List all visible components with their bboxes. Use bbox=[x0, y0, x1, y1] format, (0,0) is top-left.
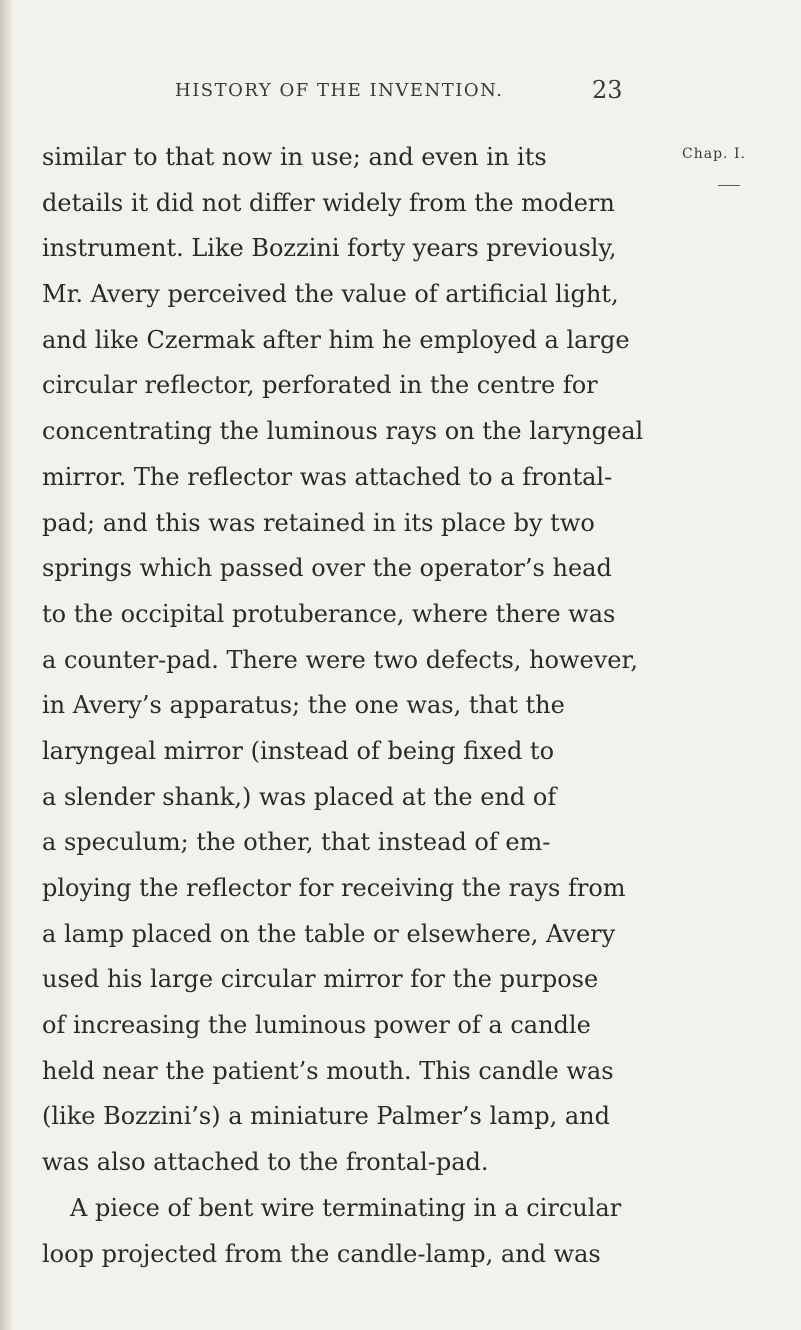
text-line: a slender shank,) was placed at the end of bbox=[42, 782, 557, 811]
page-gutter-shadow bbox=[0, 0, 14, 1330]
text-line: a speculum; the other, that instead of em- bbox=[42, 828, 551, 857]
text-line: Mr. Avery perceived the value of artificial light, bbox=[42, 280, 619, 309]
text-line: circular reflector, perforated in the centre for bbox=[42, 371, 598, 400]
margin-note-rule bbox=[718, 185, 740, 186]
text-line: concentrating the luminous rays on the laryngeal bbox=[42, 417, 644, 446]
chapter-margin-note: Chap. I. bbox=[682, 146, 746, 162]
text-line: to the occipital protuberance, where there was bbox=[42, 599, 616, 628]
text-line: loop projected from the candle-lamp, and was bbox=[42, 1239, 601, 1268]
text-line: springs which passed over the operator’s head bbox=[42, 554, 612, 583]
text-line: laryngeal mirror (instead of being fixed to bbox=[42, 736, 555, 765]
running-head: HISTORY OF THE INVENTION. bbox=[175, 80, 504, 101]
body-text bbox=[42, 135, 662, 1277]
text-line: held near the patient’s mouth. This candle was bbox=[42, 1056, 614, 1085]
text-line: was also attached to the frontal-pad. bbox=[42, 1148, 489, 1177]
text-line: instrument. Like Bozzini forty years previously, bbox=[42, 234, 617, 263]
text-line: (like Bozzini’s) a miniature Palmer’s lamp, and bbox=[42, 1102, 610, 1131]
text-line: a lamp placed on the table or elsewhere, Avery bbox=[42, 919, 616, 948]
text-line-paragraph-start: A piece of bent wire terminating in a circular bbox=[70, 1193, 622, 1222]
text-line: used his large circular mirror for the purpose bbox=[42, 965, 599, 994]
text-line: a counter-pad. There were two defects, however, bbox=[42, 645, 638, 674]
text-line: and like Czermak after him he employed a large bbox=[42, 325, 630, 354]
text-line: mirror. The reflector was attached to a frontal- bbox=[42, 462, 613, 491]
text-line: pad; and this was retained in its place by two bbox=[42, 508, 595, 537]
text-line: in Avery’s apparatus; the one was, that the bbox=[42, 691, 565, 720]
text-line: of increasing the luminous power of a candle bbox=[42, 1011, 591, 1040]
text-line: ploying the reflector for receiving the rays from bbox=[42, 874, 626, 902]
text-line: details it did not differ widely from the modern bbox=[42, 188, 615, 217]
page-number: 23 bbox=[592, 76, 623, 104]
text-line: similar to that now in use; and even in its bbox=[42, 143, 547, 171]
